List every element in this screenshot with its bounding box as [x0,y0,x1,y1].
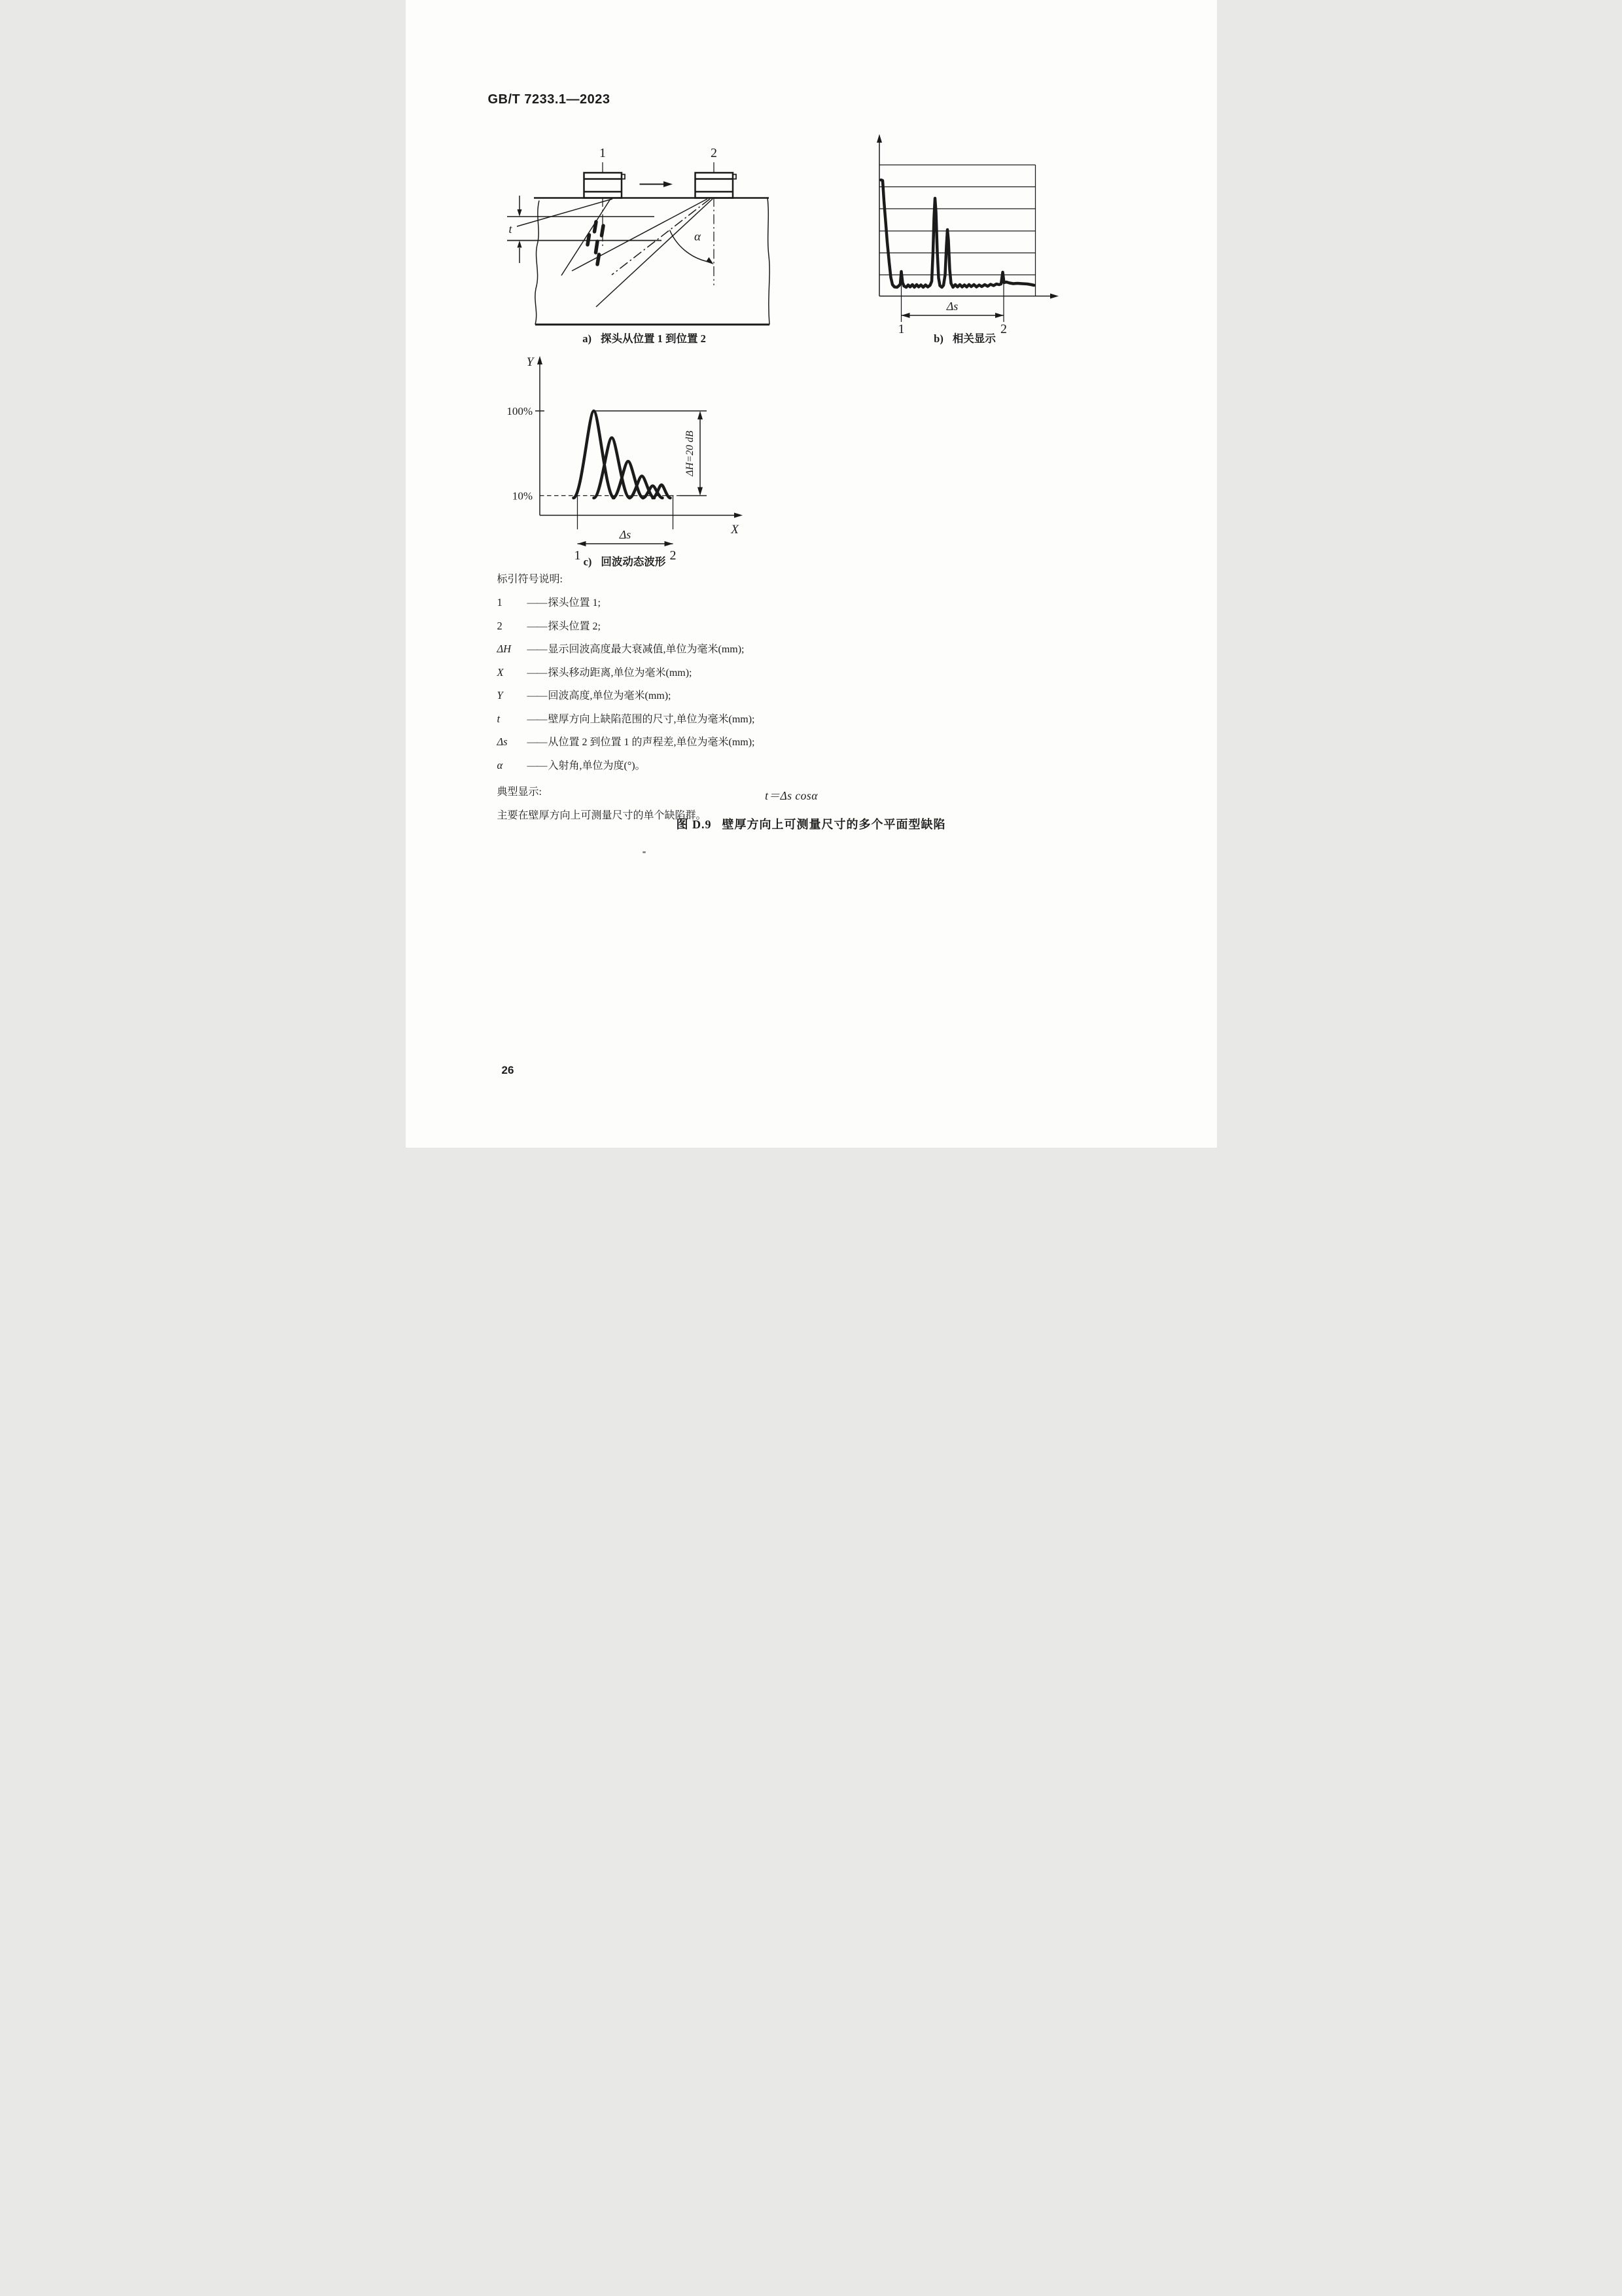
legend-symbol: 2 [497,619,502,632]
y-axis-label: Y [526,355,533,369]
legend-desc: 从位置 2 到位置 1 的声程差,单位为毫米(mm); [548,737,755,748]
legend-symbol: ΔH [497,643,512,655]
alpha-angle-label: α [694,230,701,244]
display-position-1-label: 1 [898,322,904,334]
legend-desc: 显示回波高度最大衰减值,单位为毫米(mm); [548,644,745,655]
legend-symbol: Y [497,689,503,701]
echo-envelope-curves [573,411,670,498]
caption-c-text: 回波动态波形 [601,556,666,568]
probe-position-1-label: 1 [599,146,606,160]
t-dimension [517,196,521,263]
hundred-percent-label: 100% [506,405,533,417]
caption-a-id: a) [582,332,591,345]
figure-title-text: 壁厚方向上可测量尺寸的多个平面型缺陷 [722,818,946,831]
legend-row [497,711,1138,726]
caption-b-text: 相关显示 [952,332,996,345]
legend-desc: 入射角,单位为度(°)。 [548,760,646,771]
legend-desc: 探头移动距离,单位为毫米(mm); [548,667,692,679]
legend-symbol: X [497,665,504,679]
delta-h-dimension [697,411,703,496]
caption-a-text: 探头从位置 1 到位置 2 [600,332,706,345]
typical-display-text: 主要在壁厚方向上可测量尺寸的单个缺陷群。 [497,809,707,821]
legend-symbol: 1 [497,596,502,609]
legend-dash: —— [527,644,547,655]
legend-dash: —— [527,737,547,748]
delta-h-label: ΔH=20 dB [684,431,696,476]
t-dimension-label: t [508,222,512,236]
legend-dash: —— [527,713,547,725]
diagram-c-echo-dynamic [497,350,752,566]
delta-s-dimension [901,313,1004,318]
legend-dash: —— [527,620,547,632]
echo-waveform-trace [881,180,1034,287]
curve-delta-s-label: Δs [619,528,631,541]
caption-b-id: b) [934,332,943,345]
legend-row [497,618,1138,633]
display-position-2-label: 2 [1000,322,1007,334]
legend-row [497,687,1138,702]
legend-row [497,594,1138,609]
legend-desc: 探头位置 1; [548,597,601,609]
legend-row [497,757,1138,772]
standard-number-header: GB/T 7233.1—2023 [487,92,610,107]
legend-desc: 探头位置 2; [548,620,601,632]
curve-delta-s-dimension [577,541,673,546]
legend-row [497,733,1138,749]
display-axes [877,134,1059,299]
delta-s-label: Δs [946,300,958,313]
scan-artifact-speck [643,851,646,853]
typical-display-heading: 典型显示: [497,786,542,798]
caption-c-id: c) [583,556,592,568]
legend-dash: —— [527,760,547,771]
legend-desc: 壁厚方向上缺陷范围的尺寸,单位为毫米(mm); [548,713,755,725]
legend-desc: 回波高度,单位为毫米(mm); [548,690,671,701]
diagram-a-probe-positions [497,131,792,334]
legend-dash: —— [527,667,547,679]
symbol-legend [497,571,1138,822]
curve-position-2-label: 2 [669,548,676,563]
formula: t＝Δs cosα [765,789,818,802]
alpha-angle-arc [669,230,713,265]
legend-dash: —— [527,597,547,609]
probe-2 [695,173,736,198]
document-page [406,0,1217,1148]
x-axis-label: X [730,523,739,537]
legend-symbol: t [497,712,501,725]
figure-number: 图 D.9 [676,818,712,831]
probe-1 [584,173,625,198]
legend-heading: 标引符号说明: [497,574,563,585]
caption-c [497,553,752,569]
legend-row [497,664,1138,679]
probe2-beam-lines [572,199,713,307]
scan-direction-arrow-icon [639,181,673,187]
diagram-b-ascan-display [864,131,1067,334]
curve-position-1-label: 1 [574,548,580,563]
legend-row [497,641,1138,656]
legend-symbol: Δs [497,735,508,748]
caption-a [497,330,792,345]
legend-symbol: α [497,758,503,771]
figure-title [406,815,1217,832]
legend-dash: —— [527,690,547,701]
ten-percent-label: 10% [512,489,533,503]
page-number: 26 [501,1064,514,1076]
probe-position-2-label: 2 [710,146,717,160]
caption-b [864,330,1067,345]
